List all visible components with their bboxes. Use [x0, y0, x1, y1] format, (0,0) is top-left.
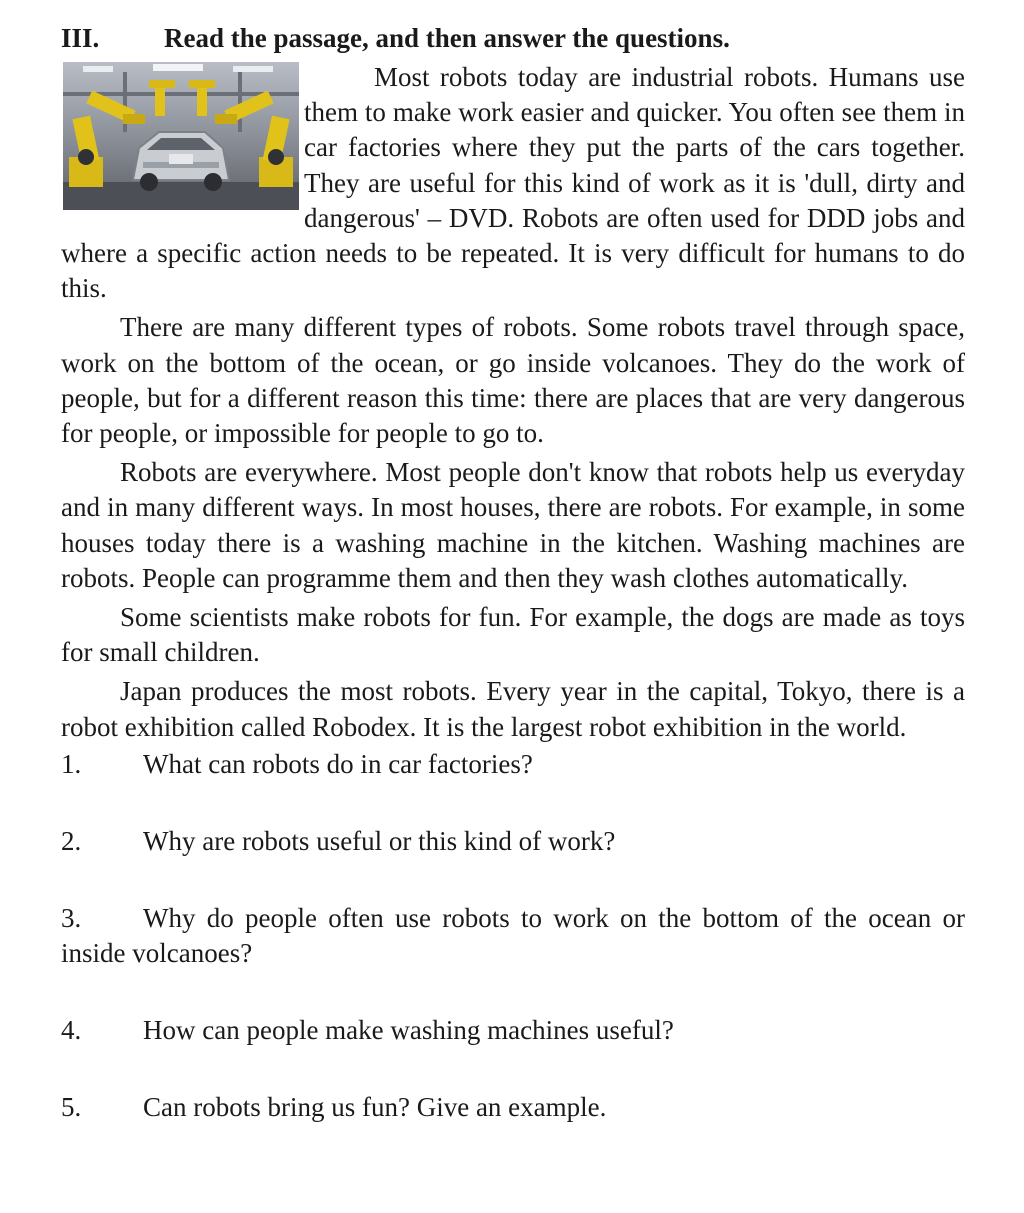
passage-paragraph-1: Most robots today are industrial robots. Humans use them to make work easier and quicker. You often see them in car factories where they put the parts of the cars together. They are useful for this kind of work as it is 'dull, dirty and dangerous' – DVD. Robots are often used for DDD jobs and where a specific action needs to be repeated. It is very difficult for humans to do this.	[61, 62, 965, 304]
answer-space	[61, 1048, 965, 1090]
reading-passage	[61, 60, 965, 745]
question-text: What can robots do in car factories?	[143, 748, 533, 779]
passage-paragraph-2: There are many different types of robots. Some robots travel through space, work on the bottom of the ocean, or go inside volcanoes. They do the work of people, but for a different reason this time: there are places that are very dangerous for people, or impossible for people to go to.	[61, 312, 965, 449]
worksheet-page	[61, 20, 965, 1125]
question-list	[61, 747, 965, 1125]
answer-space	[61, 782, 965, 824]
answer-space	[61, 971, 965, 1013]
question-number: 2.	[61, 825, 82, 856]
section-instruction: Read the passage, and then answer the questions.	[164, 23, 730, 53]
passage-paragraph-5: Japan produces the most robots. Every year in the capital, Tokyo, there is a robot exhibition called Robodex. It is the largest robot exhibition in the world.	[61, 676, 965, 742]
section-number: III.	[61, 23, 100, 53]
question-number: 5.	[61, 1091, 82, 1122]
question-item	[61, 1013, 965, 1048]
question-item	[61, 901, 965, 971]
passage-paragraph-3: Robots are everywhere. Most people don't know that robots help us everyday and in many different ways. In most houses, there are robots. For example, in some houses today there is a washing machine in the kitchen. Washing machines are robots. People can programme them and then they wash clothes automatically.	[61, 457, 965, 593]
question-text: Can robots bring us fun? Give an example.	[143, 1091, 607, 1122]
question-item	[61, 747, 965, 782]
answer-space	[61, 859, 965, 901]
question-number: 3.	[61, 902, 82, 933]
question-text: Why do people often use robots to work on the bottom of the ocean or inside volcanoes?	[61, 902, 965, 968]
passage-paragraph-4: Some scientists make robots for fun. For example, the dogs are made as toys for small children.	[61, 602, 965, 668]
robot-factory-illustration	[63, 62, 299, 210]
robot-car-factory-photo	[63, 62, 299, 210]
question-number: 4.	[61, 1014, 82, 1045]
question-item	[61, 824, 965, 859]
question-item	[61, 1090, 965, 1125]
question-text: Why are robots useful or this kind of work?	[143, 825, 616, 856]
question-text: How can people make washing machines useful?	[143, 1014, 674, 1045]
section-heading	[61, 20, 965, 60]
question-number: 1.	[61, 748, 82, 779]
